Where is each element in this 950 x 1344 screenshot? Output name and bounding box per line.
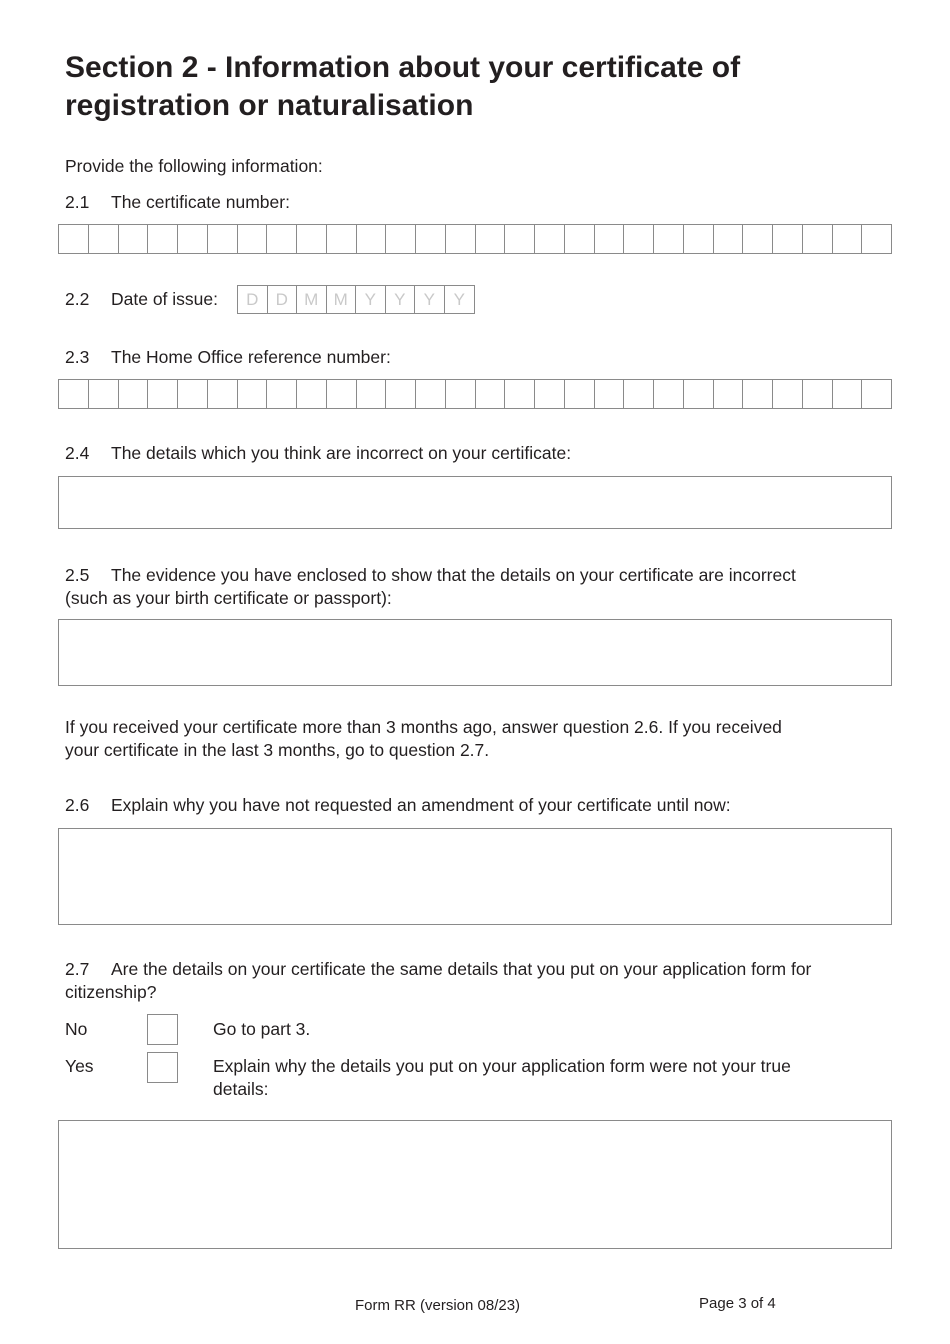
- character-cell[interactable]: [357, 380, 387, 408]
- character-cell[interactable]: [595, 225, 625, 253]
- character-cell[interactable]: [446, 225, 476, 253]
- question-number: 2.3: [65, 347, 90, 367]
- question-label: Date of issue:: [111, 289, 218, 309]
- character-cell[interactable]: [803, 380, 833, 408]
- date-cell[interactable]: Y: [356, 286, 386, 313]
- character-cell[interactable]: [714, 380, 744, 408]
- character-cell[interactable]: [833, 225, 863, 253]
- question-number: 2.2: [65, 289, 90, 309]
- character-cell[interactable]: [327, 380, 357, 408]
- date-cell[interactable]: Y: [386, 286, 416, 313]
- question-2-2: [65, 288, 218, 311]
- character-cell[interactable]: [476, 380, 506, 408]
- question-2-6: [65, 794, 731, 817]
- character-cell[interactable]: [416, 225, 446, 253]
- yes-checkbox[interactable]: [147, 1052, 178, 1083]
- footer-form-version: Form RR (version 08/23): [355, 1297, 521, 1314]
- yes-option-label: Yes: [65, 1056, 94, 1076]
- character-cell[interactable]: [862, 225, 891, 253]
- character-cell[interactable]: [773, 225, 803, 253]
- character-cell[interactable]: [119, 225, 149, 253]
- character-cell[interactable]: [297, 380, 327, 408]
- question-2-4: [65, 442, 571, 465]
- question-label-line1: The evidence you have enclosed to show that the details on your certificate are incorrect: [111, 565, 796, 585]
- certificate-number-field[interactable]: [58, 224, 892, 254]
- character-cell[interactable]: [208, 225, 238, 253]
- question-label-line1: Are the details on your certificate the same details that you put on your application form for: [111, 959, 812, 979]
- character-cell[interactable]: [119, 380, 149, 408]
- date-of-issue-field[interactable]: [237, 285, 475, 314]
- date-cell[interactable]: D: [238, 286, 268, 313]
- character-cell[interactable]: [386, 380, 416, 408]
- footer-page-number: Page 3 of 4: [699, 1295, 776, 1312]
- question-2-1: [65, 191, 290, 214]
- question-label: The Home Office reference number:: [111, 347, 391, 367]
- question-label: The details which you think are incorrect on your certificate:: [111, 443, 572, 463]
- character-cell[interactable]: [654, 225, 684, 253]
- question-number: 2.5: [65, 565, 90, 585]
- character-cell[interactable]: [238, 380, 268, 408]
- evidence-textbox[interactable]: [58, 619, 892, 686]
- no-checkbox[interactable]: [147, 1014, 178, 1045]
- question-label-line2: (such as your birth certificate or passport):: [65, 588, 392, 608]
- character-cell[interactable]: [565, 225, 595, 253]
- question-label: Explain why you have not requested an amendment of your certificate until now:: [111, 795, 731, 815]
- date-cell[interactable]: M: [327, 286, 357, 313]
- character-cell[interactable]: [624, 380, 654, 408]
- character-cell[interactable]: [178, 380, 208, 408]
- incorrect-details-textbox[interactable]: [58, 476, 892, 529]
- character-cell[interactable]: [505, 380, 535, 408]
- date-cell[interactable]: Y: [453, 290, 465, 309]
- question-2-5: [65, 564, 796, 587]
- character-cell[interactable]: [743, 380, 773, 408]
- date-cell[interactable]: D: [268, 286, 298, 313]
- character-cell[interactable]: [357, 225, 387, 253]
- amendment-reason-textbox[interactable]: [58, 828, 892, 925]
- question-label: The certificate number:: [111, 192, 290, 212]
- character-cell[interactable]: [595, 380, 625, 408]
- character-cell[interactable]: [297, 225, 327, 253]
- character-cell[interactable]: [684, 380, 714, 408]
- question-number: 2.4: [65, 443, 90, 463]
- true-details-textbox[interactable]: [58, 1120, 892, 1249]
- character-cell[interactable]: [862, 380, 891, 408]
- character-cell[interactable]: [267, 380, 297, 408]
- yes-option-action-line1: Explain why the details you put on your application form were not your true: [213, 1056, 791, 1076]
- character-cell[interactable]: [565, 380, 595, 408]
- character-cell[interactable]: [208, 380, 238, 408]
- character-cell[interactable]: [684, 225, 714, 253]
- no-option-label: No: [65, 1019, 88, 1039]
- date-cell[interactable]: M: [297, 286, 327, 313]
- character-cell[interactable]: [773, 380, 803, 408]
- question-label-line2: citizenship?: [65, 982, 157, 1002]
- character-cell[interactable]: [743, 225, 773, 253]
- character-cell[interactable]: [59, 225, 89, 253]
- instruction-line1: If you received your certificate more than 3 months ago, answer question 2.6. If you received: [65, 717, 782, 737]
- home-office-reference-field[interactable]: [58, 379, 892, 409]
- character-cell[interactable]: [59, 380, 89, 408]
- question-number: 2.6: [65, 795, 90, 815]
- character-cell[interactable]: [238, 225, 268, 253]
- character-cell[interactable]: [535, 225, 565, 253]
- character-cell[interactable]: [416, 380, 446, 408]
- character-cell[interactable]: [654, 380, 684, 408]
- character-cell[interactable]: [89, 225, 119, 253]
- character-cell[interactable]: [178, 225, 208, 253]
- instruction-line2: your certificate in the last 3 months, go to question 2.7.: [65, 740, 490, 760]
- intro-text: Provide the following information:: [65, 156, 323, 176]
- character-cell[interactable]: [89, 380, 119, 408]
- character-cell[interactable]: [535, 380, 565, 408]
- question-2-3: [65, 346, 391, 369]
- question-number: 2.1: [65, 192, 90, 212]
- character-cell[interactable]: [624, 225, 654, 253]
- yes-option-action-line2: details:: [213, 1079, 269, 1099]
- question-2-7: [65, 958, 811, 981]
- date-cell[interactable]: Y: [415, 286, 445, 313]
- character-cell[interactable]: [803, 225, 833, 253]
- character-cell[interactable]: [833, 380, 863, 408]
- question-number: 2.7: [65, 959, 90, 979]
- character-cell[interactable]: [148, 225, 178, 253]
- character-cell[interactable]: [267, 225, 297, 253]
- character-cell[interactable]: [327, 225, 357, 253]
- character-cell[interactable]: [714, 225, 744, 253]
- no-option-action: Go to part 3.: [213, 1019, 311, 1039]
- character-cell[interactable]: [505, 225, 535, 253]
- section-title: Section 2 - Information about your certificate of registration or naturalisation: [65, 51, 741, 122]
- character-cell[interactable]: [148, 380, 178, 408]
- character-cell[interactable]: [446, 380, 476, 408]
- character-cell[interactable]: [386, 225, 416, 253]
- character-cell[interactable]: [476, 225, 506, 253]
